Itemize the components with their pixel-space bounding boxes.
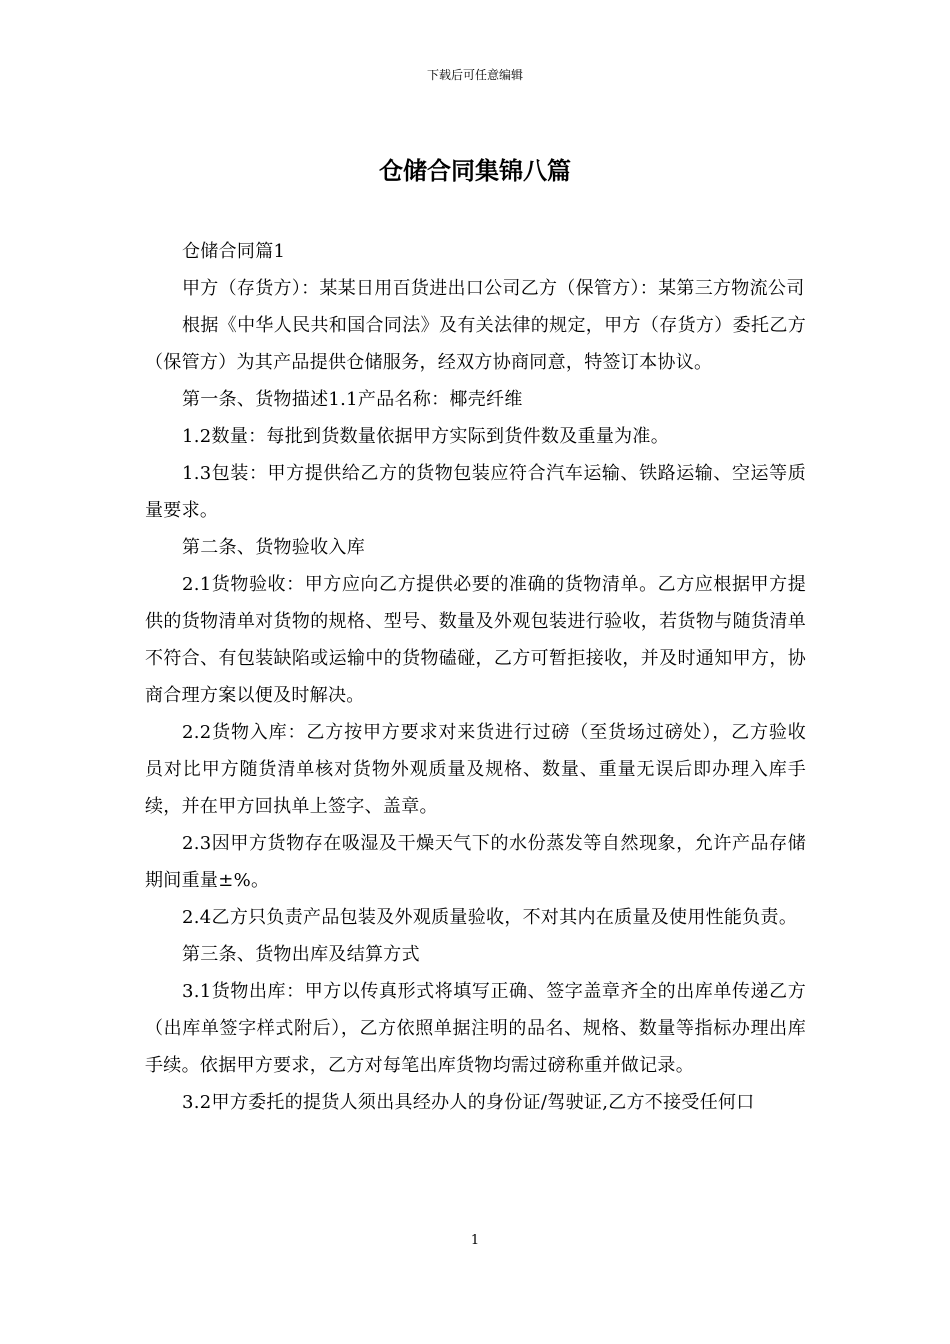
paragraph-clause-2-2: 2.2货物入库：乙方按甲方要求对来货进行过磅（至货场过磅处），乙方验收员对比甲方随货清单核对货物外观质量及规格、数量、重量无误后即办理入库手续，并在甲方回执单上签字、盖章。 [145, 722, 806, 817]
paragraph-clause-1-3: 1.3包装：甲方提供给乙方的货物包装应符合汽车运输、铁路运输、空运等质量要求。 [145, 463, 806, 521]
paragraph-article-2: 第二条、货物验收入库 [182, 537, 365, 558]
document-body [145, 233, 806, 1121]
paragraph-clause-2-1: 2.1货物验收：甲方应向乙方提供必要的准确的货物清单。乙方应根据甲方提供的货物清单对货物的规格、型号、数量及外观包装进行验收，若货物与随货清单不符合、有包装缺陷或运输中的货物磕碰，乙方可暂拒接收，并及时通知甲方，协商合理方案以便及时解决。 [145, 574, 806, 706]
paragraph-article-1: 第一条、货物描述1.1产品名称：椰壳纤维 [182, 389, 523, 410]
paragraph-article-3: 第三条、货物出库及结算方式 [182, 944, 420, 965]
paragraph-clause-3-1: 3.1货物出库：甲方以传真形式将填写正确、签字盖章齐全的出库单传递乙方（出库单签字样式附后），乙方依照单据注明的品名、规格、数量等指标办理出库手续。依据甲方要求，乙方对每笔出库货物均需过磅称重并做记录。 [145, 981, 806, 1076]
document-title: 仓储合同集锦八篇 [379, 156, 571, 185]
paragraph-clause-2-3: 2.3因甲方货物存在吸湿及干燥天气下的水份蒸发等自然现象，允许产品存储期间重量±%。 [145, 833, 806, 891]
page-number: 1 [470, 1233, 480, 1248]
paragraph-clause-3-2: 3.2甲方委托的提货人须出具经办人的身份证/驾驶证,乙方不接受任何口 [182, 1092, 755, 1113]
paragraph-preamble: 根据《中华人民共和国合同法》及有关法律的规定，甲方（存货方）委托乙方（保管方）为其产品提供仓储服务，经双方协商同意，特签订本协议。 [145, 315, 806, 373]
paragraph-parties: 甲方（存货方）：某某日用百货进出口公司乙方（保管方）：某第三方物流公司 [182, 278, 805, 299]
paragraph-clause-1-2: 1.2数量：每批到货数量依据甲方实际到货件数及重量为准。 [182, 426, 670, 447]
paragraph-clause-2-4: 2.4乙方只负责产品包装及外观质量验收，不对其内在质量及使用性能负责。 [182, 907, 798, 928]
page-header-note: 下载后可任意编辑 [426, 68, 523, 82]
paragraph-section-heading: 仓储合同篇1 [182, 241, 286, 262]
